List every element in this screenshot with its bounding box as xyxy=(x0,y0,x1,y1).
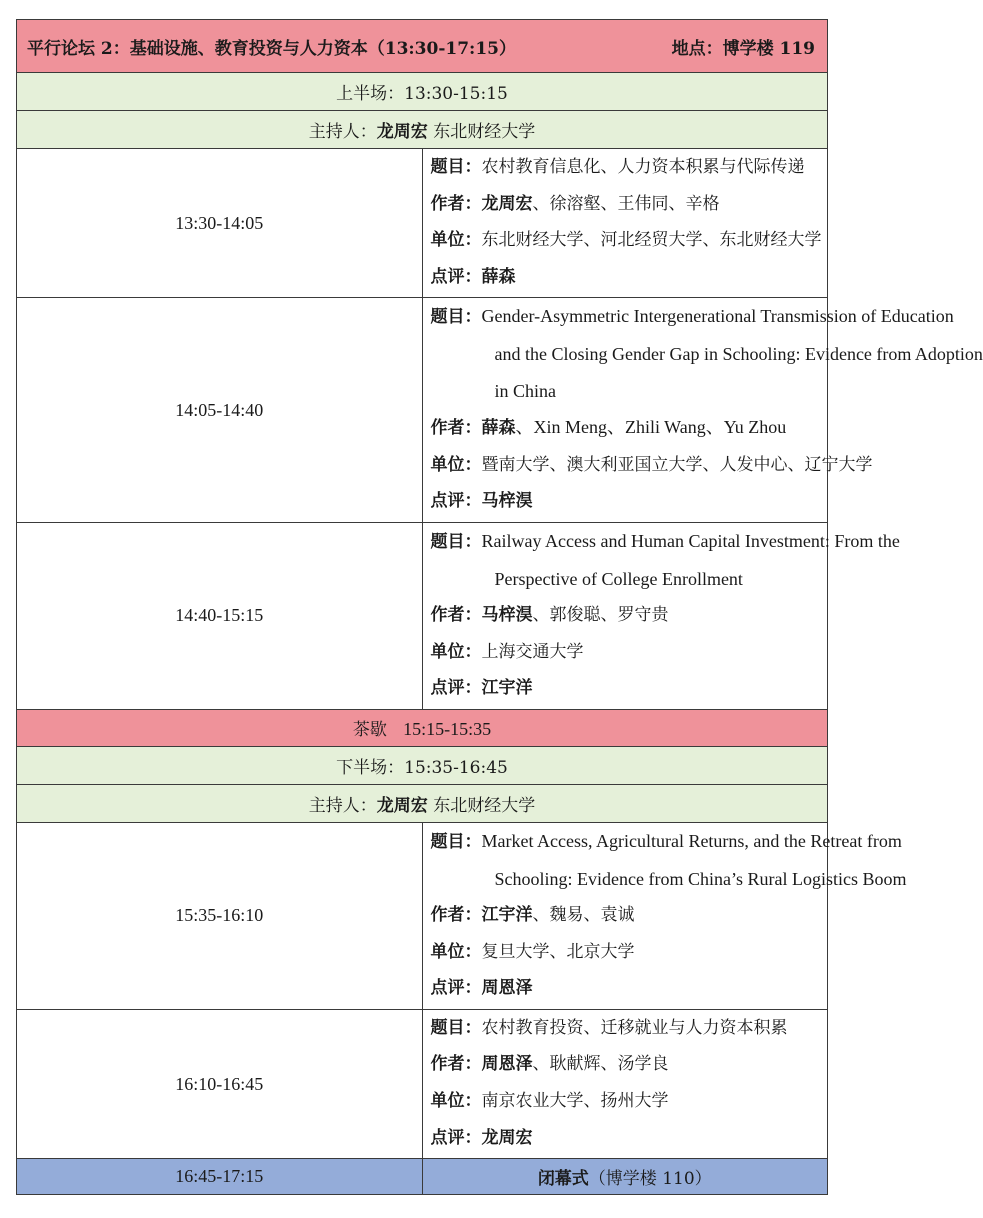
tea-break-row xyxy=(17,709,828,746)
co-authors: 、徐溶壑、王伟同、辛格 xyxy=(532,193,720,214)
comment-line xyxy=(431,483,822,520)
unit-label: 单位： xyxy=(430,641,482,662)
unit-text: 东北财经大学、河北经贸大学、东北财经大学 xyxy=(481,230,822,251)
session-title: 上半场：13:30-15:15 xyxy=(17,73,828,111)
comment-label: 点评： xyxy=(430,266,482,287)
host-label: 主持人： xyxy=(308,122,377,142)
forum-location: 地点：博学楼 119 xyxy=(671,38,815,59)
topic-label: 题目： xyxy=(430,831,482,852)
topic-line xyxy=(430,523,900,561)
host-affiliation: 东北财经大学 xyxy=(433,122,536,142)
comment-line xyxy=(431,970,822,1007)
author-line xyxy=(431,1046,822,1083)
talk-row xyxy=(17,298,828,523)
co-authors: 、郭俊聪、罗守贵 xyxy=(532,605,669,626)
co-authors: 、Xin Meng、Zhili Wang、Yu Zhou xyxy=(515,417,787,438)
session-title-row xyxy=(17,73,828,111)
topic-text: 农村教育投资、迁移就业与人力资本积累 xyxy=(481,1017,788,1038)
schedule-table xyxy=(16,19,983,1195)
topic-line xyxy=(430,823,902,861)
host-label: 主持人： xyxy=(308,795,377,816)
session-host-row xyxy=(17,111,828,149)
unit-label: 单位： xyxy=(430,1091,482,1112)
unit-label: 单位： xyxy=(430,454,482,475)
talk-row xyxy=(17,149,828,298)
host-name: 龙周宏 xyxy=(376,795,428,816)
lead-author: 周恩泽 xyxy=(481,1054,533,1075)
lead-author: 江宇洋 xyxy=(481,905,533,926)
topic-text: Railway Access and Human Capital Investment: From the xyxy=(481,530,900,551)
talk-row xyxy=(17,1009,828,1158)
talk-time: 15:35-16:10 xyxy=(17,822,423,1009)
commentator: 江宇洋 xyxy=(481,678,533,699)
author-label: 作者： xyxy=(430,605,482,626)
host-name: 龙周宏 xyxy=(376,122,428,142)
talk-time: 13:30-14:05 xyxy=(17,149,423,298)
comment-label: 点评： xyxy=(430,678,482,699)
commentator: 龙周宏 xyxy=(481,1127,533,1148)
comment-line xyxy=(431,1120,822,1157)
unit-line xyxy=(431,1083,822,1120)
co-authors: 、魏易、袁诚 xyxy=(532,905,635,926)
unit-line xyxy=(430,447,873,484)
break-label: 茶歇 xyxy=(352,720,387,741)
closing-place: （博学楼 110） xyxy=(588,1169,712,1190)
commentator: 周恩泽 xyxy=(481,978,533,999)
session-host-row xyxy=(17,784,828,822)
lead-author: 马梓淏 xyxy=(481,605,533,626)
author-line xyxy=(431,186,822,223)
author-label: 作者： xyxy=(430,418,482,439)
unit-line xyxy=(431,934,822,971)
talk-time: 14:40-15:15 xyxy=(17,522,423,709)
unit-line xyxy=(431,634,822,671)
topic-label: 题目： xyxy=(430,157,482,177)
unit-label: 单位： xyxy=(430,230,482,251)
comment-line xyxy=(431,259,822,296)
author-label: 作者： xyxy=(430,1054,482,1075)
forum-header-row xyxy=(17,20,828,73)
topic-continuation: Schooling: Evidence from China’s Rural Logistics Boom xyxy=(494,868,907,889)
closing-time: 16:45-17:15 xyxy=(17,1159,423,1195)
session-title-row xyxy=(17,746,828,784)
topic-line xyxy=(431,1010,822,1047)
talk-time: 16:10-16:45 xyxy=(17,1009,423,1158)
topic-line xyxy=(430,298,954,336)
host-affiliation: 东北财经大学 xyxy=(433,795,536,816)
topic-text: 农村教育信息化、人力资本积累与代际传递 xyxy=(481,157,805,177)
author-line xyxy=(431,597,822,634)
topic-continuation: Perspective of College Enrollment xyxy=(494,568,743,589)
topic-continuation: and the Closing Gender Gap in Schooling: Evidence from Adoption xyxy=(494,343,983,364)
commentator: 薛森 xyxy=(481,266,516,287)
topic-label: 题目： xyxy=(430,531,482,552)
talk-row xyxy=(17,822,828,1009)
session-title: 下半场：15:35-16:45 xyxy=(17,746,828,784)
unit-label: 单位： xyxy=(430,941,482,962)
co-authors: 、耿献辉、汤学良 xyxy=(532,1054,669,1075)
topic-text: Market Access, Agricultural Returns, and the Retreat from xyxy=(481,830,902,851)
topic-line xyxy=(431,149,822,186)
unit-text: 南京农业大学、扬州大学 xyxy=(481,1091,669,1112)
topic-label: 题目： xyxy=(430,1017,482,1038)
topic-label: 题目： xyxy=(430,307,482,328)
lead-author: 薛森 xyxy=(481,418,516,439)
comment-label: 点评： xyxy=(430,1127,482,1148)
comment-label: 点评： xyxy=(430,491,482,512)
closing-row xyxy=(17,1159,828,1195)
forum-title: 平行论坛 2：基础设施、教育投资与人力资本（13:30-17:15） xyxy=(27,38,516,59)
break-time: 15:15-15:35 xyxy=(403,719,492,740)
lead-author: 龙周宏 xyxy=(481,193,533,214)
author-line xyxy=(431,409,822,447)
unit-text: 暨南大学、澳大利亚国立大学、人发中心、辽宁大学 xyxy=(481,454,873,475)
author-label: 作者： xyxy=(430,905,482,926)
closing-label: 闭幕式 xyxy=(537,1169,589,1190)
talk-row xyxy=(17,522,828,709)
unit-line xyxy=(431,222,822,259)
author-line xyxy=(431,897,822,934)
topic-continuation: in China xyxy=(494,380,556,401)
talk-time: 14:05-14:40 xyxy=(17,298,423,523)
unit-text: 复旦大学、北京大学 xyxy=(481,941,635,962)
author-label: 作者： xyxy=(430,193,482,214)
comment-label: 点评： xyxy=(430,978,482,999)
topic-text: Gender-Asymmetric Intergenerational Transmission of Education xyxy=(481,306,954,327)
unit-text: 上海交通大学 xyxy=(481,641,584,662)
comment-line xyxy=(431,670,822,707)
commentator: 马梓淏 xyxy=(481,491,533,512)
